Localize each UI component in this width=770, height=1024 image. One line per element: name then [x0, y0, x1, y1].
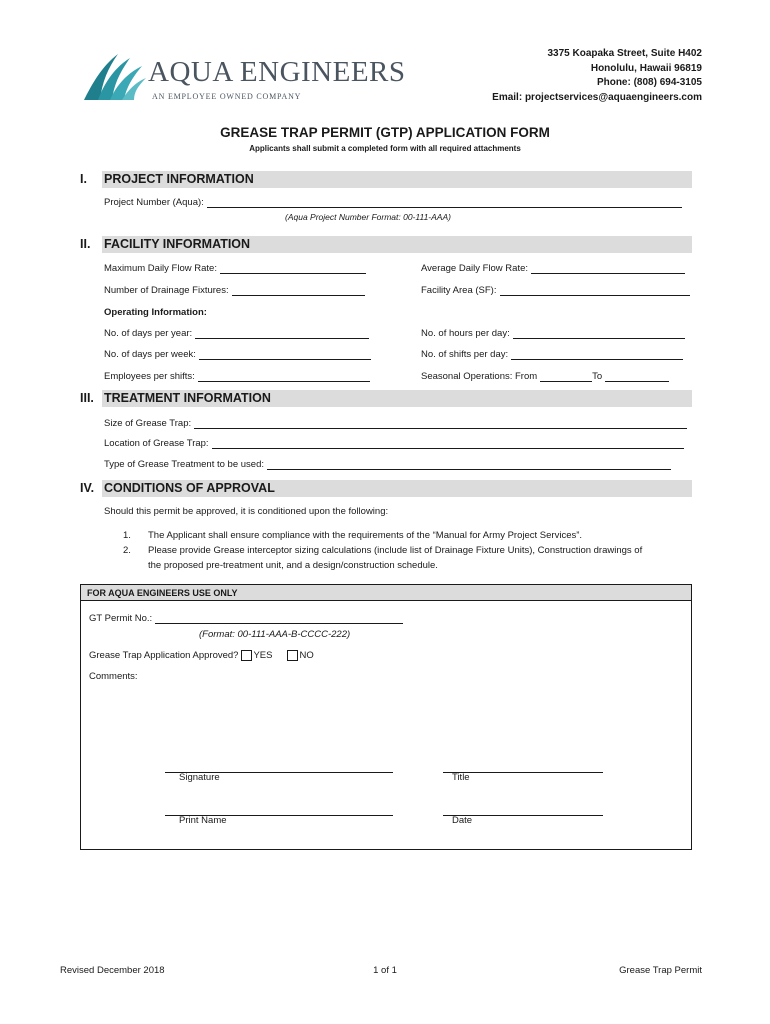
- gt-permit-field[interactable]: [155, 613, 403, 624]
- max-flow-label: Maximum Daily Flow Rate:: [104, 263, 217, 274]
- grease-trap-location-label: Location of Grease Trap:: [104, 438, 209, 449]
- comments-area[interactable]: [89, 685, 685, 765]
- section-title: CONDITIONS OF APPROVAL: [104, 481, 275, 495]
- form-subtitle: Applicants shall submit a completed form with all required attachments: [249, 144, 521, 153]
- project-number-label: Project Number (Aqua):: [104, 197, 204, 208]
- list-item-continuation: [123, 558, 642, 573]
- hours-day-row: [421, 328, 685, 339]
- section-number: I.: [80, 172, 87, 186]
- shifts-day-field[interactable]: [511, 349, 683, 360]
- list-item-number: 2.: [123, 545, 131, 556]
- section-bar: [102, 171, 692, 188]
- address-line-1: 3375 Koapaka Street, Suite H402: [547, 48, 702, 59]
- hours-day-field[interactable]: [513, 328, 685, 339]
- list-item: [123, 543, 642, 558]
- seasonal-to-field[interactable]: [605, 371, 669, 382]
- seasonal-from-field[interactable]: [540, 371, 592, 382]
- grease-trap-size-field[interactable]: [194, 418, 687, 429]
- gt-permit-row: [89, 613, 403, 624]
- facility-area-field[interactable]: [500, 285, 690, 296]
- section-number: III.: [80, 391, 94, 405]
- facility-area-label: Facility Area (SF):: [421, 285, 497, 296]
- section-number: IV.: [80, 481, 95, 495]
- list-item-text: The Applicant shall ensure compliance with the requirements of the “Manual for Army Project Services”.: [148, 530, 583, 541]
- title-label: Title: [452, 772, 470, 783]
- project-number-hint: (Aqua Project Number Format: 00-111-AAA): [285, 212, 451, 222]
- no-label: NO: [299, 650, 314, 661]
- list-item-text: the proposed pre-treatment unit, and a design/construction schedule.: [148, 560, 438, 571]
- section-project-information: [80, 171, 692, 188]
- seasonal-from-label: Seasonal Operations: From: [421, 371, 538, 382]
- grease-trap-size-row: [104, 418, 687, 429]
- avg-flow-label: Average Daily Flow Rate:: [421, 263, 529, 274]
- company-address: [492, 47, 702, 105]
- date-label: Date: [452, 815, 473, 826]
- days-week-row: [104, 349, 371, 360]
- grease-trap-location-field[interactable]: [212, 438, 684, 449]
- form-title: GREASE TRAP PERMIT (GTP) APPLICATION FORM: [220, 125, 550, 140]
- gt-permit-hint: (Format: 00-111-AAA-B-CCCC-222): [199, 629, 351, 640]
- days-week-label: No. of days per week:: [104, 349, 196, 360]
- project-number-field[interactable]: [207, 197, 682, 208]
- avg-flow-row: [421, 263, 685, 274]
- hours-day-label: No. of hours per day:: [421, 328, 510, 339]
- address-line-2: Honolulu, Hawaii 96819: [590, 62, 702, 74]
- section-facility-information: [80, 236, 692, 253]
- section-bar: [102, 390, 692, 407]
- avg-flow-field[interactable]: [531, 263, 685, 274]
- footer-page-number: 1 of 1: [373, 965, 397, 976]
- fixtures-row: [104, 285, 365, 296]
- conditions-intro: Should this permit be approved, it is conditioned upon the following:: [104, 506, 389, 517]
- wave-logo-icon: [82, 50, 148, 102]
- treatment-type-field[interactable]: [267, 459, 671, 470]
- grease-trap-size-label: Size of Grease Trap:: [104, 418, 192, 429]
- conditions-list: [123, 528, 642, 573]
- section-conditions-of-approval: [80, 480, 692, 497]
- facility-area-row: [421, 285, 690, 296]
- section-treatment-information: [80, 390, 692, 407]
- shifts-day-label: No. of shifts per day:: [421, 349, 509, 360]
- company-name: AQUA ENGINEERS: [148, 56, 406, 88]
- comments-label: Comments:: [89, 671, 138, 682]
- company-tagline: AN EMPLOYEE OWNED COMPANY: [152, 92, 302, 101]
- days-year-row: [104, 328, 369, 339]
- section-bar: [102, 480, 692, 497]
- grease-trap-location-row: [104, 438, 684, 449]
- days-year-field[interactable]: [195, 328, 369, 339]
- approval-label: Grease Trap Application Approved?: [89, 650, 239, 661]
- days-week-field[interactable]: [199, 349, 371, 360]
- office-use-box: [80, 584, 692, 850]
- employees-label: Employees per shifts:: [104, 371, 195, 382]
- company-logo: [82, 46, 406, 108]
- yes-label: YES: [253, 650, 273, 661]
- list-item: [123, 528, 642, 543]
- max-flow-field[interactable]: [220, 263, 366, 274]
- days-year-label: No. of days per year:: [104, 328, 193, 339]
- section-title: FACILITY INFORMATION: [104, 237, 251, 251]
- gt-permit-label: GT Permit No.:: [89, 613, 153, 624]
- seasonal-to-label: To: [592, 371, 603, 382]
- footer-doc-name: Grease Trap Permit: [619, 965, 702, 976]
- section-number: II.: [80, 237, 91, 251]
- max-flow-row: [104, 263, 366, 274]
- signature-label: Signature: [179, 772, 220, 783]
- seasonal-row: [421, 371, 669, 382]
- print-name-label: Print Name: [179, 815, 227, 826]
- treatment-type-row: [104, 459, 671, 470]
- project-number-row: [104, 197, 682, 208]
- list-item-number: 1.: [123, 530, 131, 541]
- email-address: Email: projectservices@aquaengineers.com: [492, 91, 702, 103]
- phone-number: Phone: (808) 694-3105: [596, 77, 702, 88]
- operating-info-heading: Operating Information:: [104, 307, 207, 318]
- employees-field[interactable]: [198, 371, 370, 382]
- office-use-heading: FOR AQUA ENGINEERS USE ONLY: [81, 585, 691, 601]
- employees-row: [104, 371, 370, 382]
- approval-row: [89, 650, 314, 661]
- treatment-type-label: Type of Grease Treatment to be used:: [104, 459, 265, 470]
- fixtures-field[interactable]: [232, 285, 365, 296]
- no-checkbox[interactable]: [287, 650, 298, 661]
- shifts-day-row: [421, 349, 683, 360]
- yes-checkbox[interactable]: [241, 650, 252, 661]
- footer-revised: Revised December 2018: [60, 965, 165, 976]
- list-item-text: Please provide Grease interceptor sizing calculations (include list of Drainage Fixture Units), Construction drawings of: [148, 545, 643, 556]
- section-title: PROJECT INFORMATION: [104, 172, 254, 186]
- section-bar: [102, 236, 692, 253]
- fixtures-label: Number of Drainage Fixtures:: [104, 285, 229, 296]
- section-title: TREATMENT INFORMATION: [104, 391, 271, 405]
